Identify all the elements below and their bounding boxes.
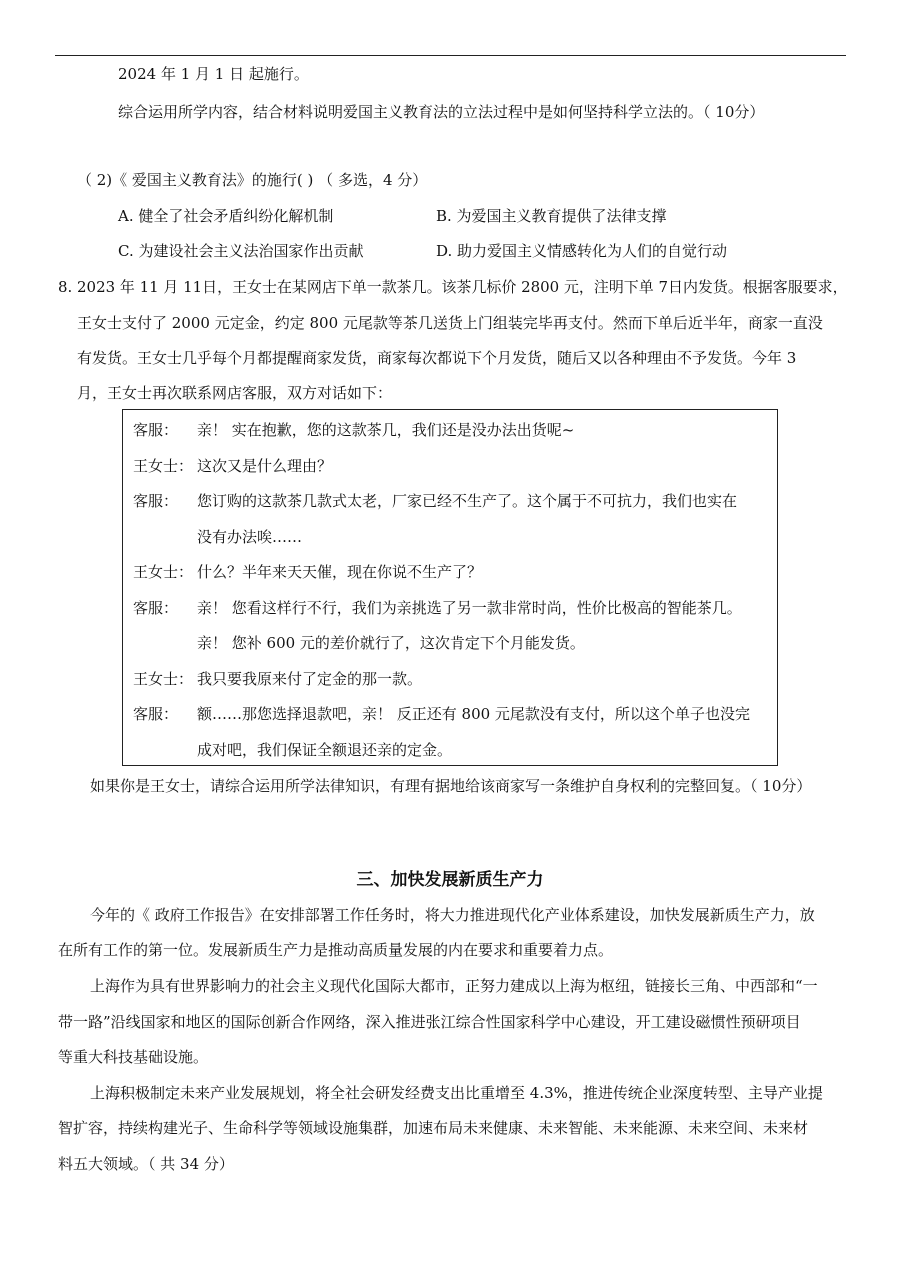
option-b: B. 为爱国主义教育提供了法律支撑 — [436, 207, 667, 225]
q8-line-1: 8. 2023 年 11 月 11日，王女士在某网店下单一款茶几。该茶几标价 2800 元，注明下单 7日内发货。根据客服要求， — [58, 278, 848, 296]
q8-task: 如果你是王女士，请综合运用所学法律知识，有理有据地给该商家写一条维护自身权利的完整回复。（ 10分） — [90, 777, 812, 795]
dialog-text: 什么？半年来天天催，现在你说不生产了？ — [197, 563, 483, 581]
q7-part2-stem: （ 2)《 爱国主义教育法》的施行( ) （ 多选，4 分） — [77, 171, 428, 189]
dialog-text: 这次又是什么理由？ — [197, 457, 333, 475]
dialog-speaker: 客服： — [133, 599, 179, 617]
dialog-speaker: 王女士： — [133, 563, 194, 581]
dialog-speaker: 客服： — [133, 421, 179, 439]
dialog-text: 成对吧，我们保证全额退还亲的定金。 — [197, 741, 453, 759]
section3-para2-line2: 带一路”沿线国家和地区的国际创新合作网络，深入推进张江综合性国家科学中心建设，开工建设磁惯性预研项目 — [58, 1013, 801, 1031]
dialog-text: 亲！ 您补 600 元的差价就行了，这次肯定下个月能发货。 — [197, 634, 585, 652]
section3-para3-line2: 智扩容，持续构建光子、生命科学等领域设施集群，加速布局未来健康、未来智能、未来能源、未来空间、未来材 — [58, 1119, 809, 1137]
section3-para3-line3: 料五大领域。（ 共 34 分） — [58, 1155, 234, 1173]
dialog-text: 额……那您选择退款吧，亲！ 反正还有 800 元尾款没有支付，所以这个单子也没完 — [197, 705, 750, 723]
dialog-text: 亲！ 您看这样行不行，我们为亲挑选了另一款非常时尚，性价比极高的智能茶几。 — [197, 599, 742, 617]
top-rule — [55, 55, 846, 56]
dialog-speaker: 王女士： — [133, 670, 194, 688]
option-a: A. 健全了社会矛盾纠纷化解机制 — [118, 207, 334, 225]
dialog-text: 亲！ 实在抱歉，您的这款茶几，我们还是没办法出货呢~ — [197, 421, 575, 439]
section3-para2-line1: 上海作为具有世界影响力的社会主义现代化国际大都市，正努力建成以上海为枢纽，链接长三角、中西部和“一 — [90, 977, 818, 995]
dialog-speaker: 客服： — [133, 705, 179, 723]
section3-para2-line3: 等重大科技基础设施。 — [58, 1048, 209, 1066]
dialog-speaker: 王女士： — [133, 457, 194, 475]
option-d: D. 助力爱国主义情感转化为人们的自觉行动 — [436, 242, 728, 260]
section-title: 三、加快发展新质生产力 — [356, 870, 544, 890]
dialog-speaker: 客服： — [133, 492, 179, 510]
q7-intro-tail: 2024 年 1 月 1 日 起施行。 — [118, 65, 309, 83]
section3-para3-line1: 上海积极制定未来产业发展规划，将全社会研发经费支出比重增至 4.3%，推进传统企业深度转型、主导产业提 — [90, 1084, 823, 1102]
dialog-text: 没有办法唉…… — [197, 528, 303, 546]
option-c: C. 为建设社会主义法治国家作出贡献 — [118, 242, 364, 260]
q8-line-4: 月，王女士再次联系网店客服，双方对话如下： — [77, 384, 393, 402]
q8-line-3: 有发货。王女士几乎每个月都提醒商家发货，商家每次都说下个月发货，随后又以各种理由不予发货。今年 3 — [77, 349, 797, 367]
dialog-text: 我只要我原来付了定金的那一款。 — [197, 670, 423, 688]
q8-line-2: 王女士支付了 2000 元定金，约定 800 元尾款等茶几送货上门组装完毕再支付。然而下单后近半年，商家一直没 — [77, 314, 823, 332]
section3-para1-line2: 在所有工作的第一位。发展新质生产力是推动高质量发展的内在要求和重要着力点。 — [58, 941, 614, 959]
dialog-text: 您订购的这款茶几款式太老，厂家已经不生产了。这个属于不可抗力，我们也实在 — [197, 492, 738, 510]
section3-para1-line1: 今年的《 政府工作报告》在安排部署工作任务时，将大力推进现代化产业体系建设，加快发展新质生产力，放 — [90, 906, 815, 924]
q7-task: 综合运用所学内容，结合材料说明爱国主义教育法的立法过程中是如何坚持科学立法的。（ 10分） — [118, 103, 765, 121]
